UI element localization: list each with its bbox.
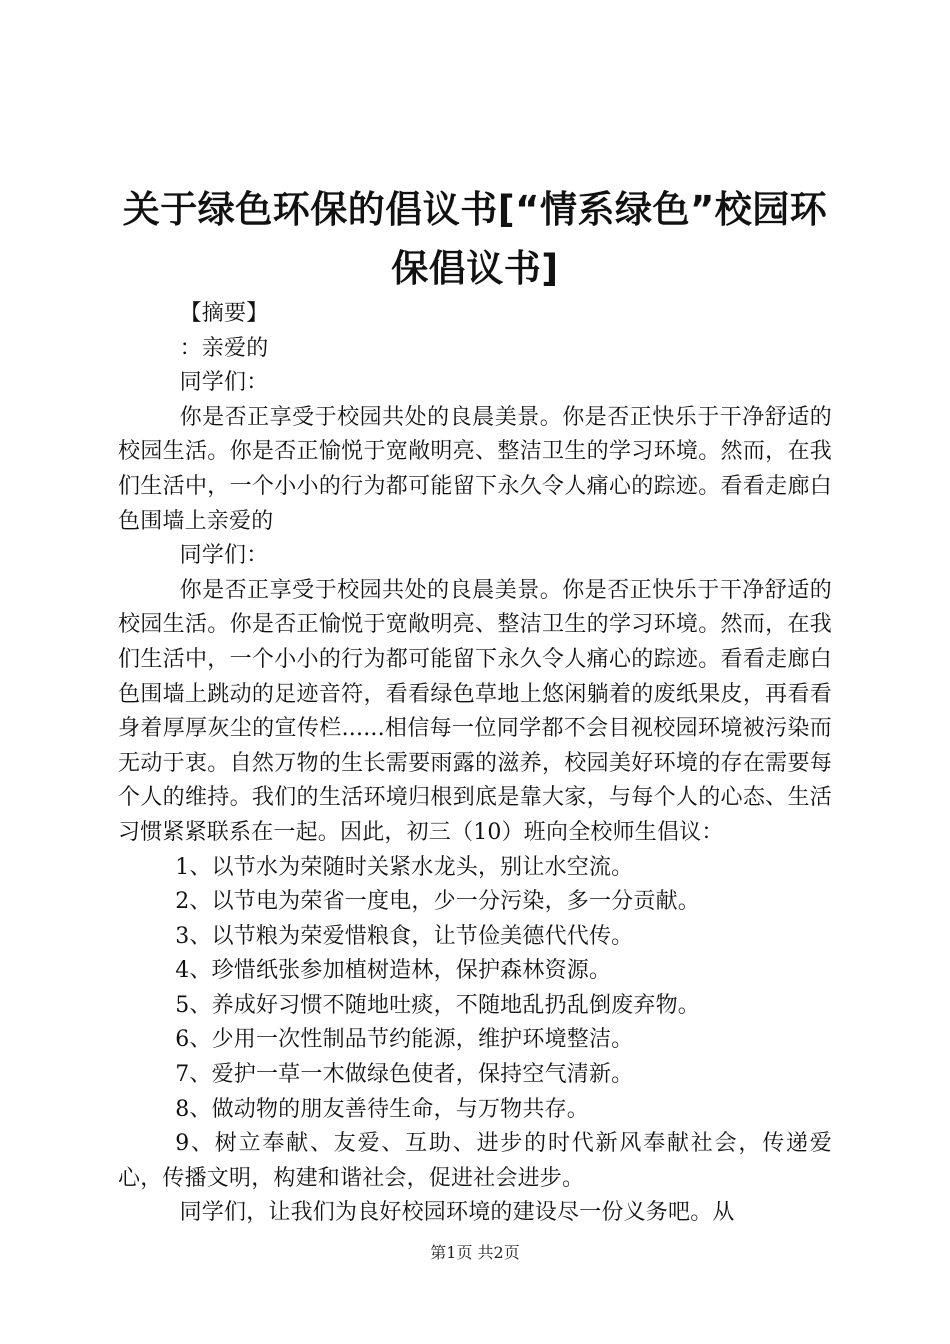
salutation-line: 同学们： xyxy=(179,543,269,569)
proposal-item: 3、以节粮为荣爱惜粮食，让节俭美德代代传。 xyxy=(175,923,634,949)
body-paragraph: 你是否正享受于校园共处的良晨美景。你是否正快乐于干净舒适的校园生活。你是否正愉悦于宽敞明亮、整洁卫生的学习环境。然而，在我们生活中，一个小小的行为都可能留下永久令人痛心的踪迹。看看走廊白色围墙上跳动的足迹音符，看看绿色草地上悠闲躺着的废纸果皮，再看看身着厚厚灰尘的宣传栏......相信每一位同学都不会目视校园环境被污染而无动于衷。自然万物的生长需要雨露的滋养，校园美好环境的存在需要每个人的维持。我们的生活环境归根到底是靠大家，与每个人的心态、生活习惯紧紧联系在一起。因此，初三（10）班向全校师生倡议： xyxy=(118,577,832,845)
document-body xyxy=(118,297,832,1231)
page-footer: 第1页 共2页 xyxy=(430,1243,520,1262)
closing-paragraph: 同学们，让我们为良好校园环境的建设尽一份义务吧。从 xyxy=(179,1200,735,1226)
proposal-item: 4、珍惜纸张参加植树造林，保护森林资源。 xyxy=(175,958,612,984)
proposal-item: 6、少用一次性制品节约能源，维护环境整洁。 xyxy=(175,1027,634,1053)
proposal-item: 7、爱护一草一木做绿色使者，保持空气清新。 xyxy=(175,1062,634,1088)
proposal-item: 2、以节电为荣省一度电，少一分污染，多一分贡献。 xyxy=(175,889,700,915)
salutation-line: ：亲爱的 xyxy=(179,335,269,361)
document-title: 关于绿色环保的倡议书[“情系绿色”校园环保倡议书] xyxy=(122,188,828,290)
proposal-item: 8、做动物的朋友善待生命，与万物共存。 xyxy=(175,1096,589,1122)
proposal-item: 9、树立奉献、友爱、互助、进步的时代新风奉献社会，传递爱心，传播文明，构建和谐社会，促进社会进步。 xyxy=(118,1131,832,1191)
body-paragraph: 你是否正享受于校园共处的良晨美景。你是否正快乐于干净舒适的校园生活。你是否正愉悦于宽敞明亮、整洁卫生的学习环境。然而，在我们生活中，一个小小的行为都可能留下永久令人痛心的踪迹。看看走廊白色围墙上亲爱的 xyxy=(118,404,832,534)
proposal-item: 1、以节水为荣随时关紧水龙头，别让水空流。 xyxy=(175,854,634,880)
proposal-item: 5、养成好习惯不随地吐痰，不随地乱扔乱倒废弃物。 xyxy=(175,992,700,1018)
abstract-label: 【摘要】 xyxy=(179,301,269,326)
salutation-line: 同学们： xyxy=(179,370,269,396)
